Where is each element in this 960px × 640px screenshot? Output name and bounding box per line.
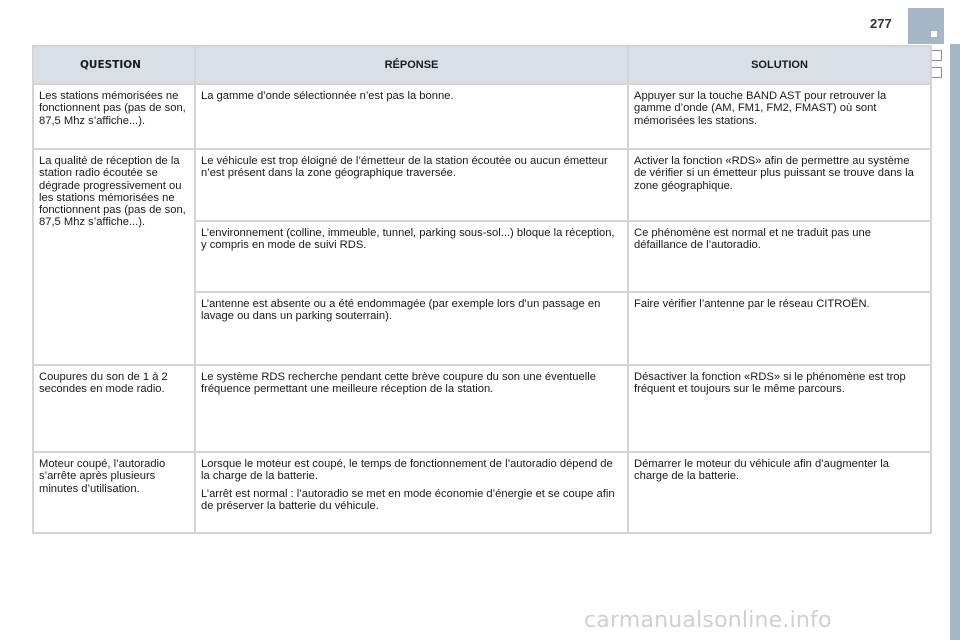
watermark: carmanualsonline.info — [584, 608, 832, 633]
answer-cell — [195, 221, 628, 292]
solution-cell: Désactiver la fonction «RDS» si le phénomène est trop fréquent et toujours sur le même parcours. — [628, 365, 931, 452]
solution-cell: Démarrer le moteur du véhicule afin d’augmenter la charge de la batterie. — [628, 452, 931, 533]
question-cell: Les stations mémorisées ne fonctionnent pas (pas de son, 87,5 Mhz s’affiche...). — [33, 84, 195, 149]
side-strip — [950, 44, 960, 640]
answer-text: L’antenne est absente ou a été endommagée (par exemple lors d’un passage en lavage ou dans un parking souterrain). — [201, 298, 601, 323]
table-row — [33, 84, 931, 149]
table-row — [33, 365, 931, 452]
table-header-row — [33, 46, 931, 84]
answer-text: L’environnement (colline, immeuble, tunnel, parking sous-sol...) bloque la réception, y compris en mode de suivi RDS. — [201, 227, 615, 252]
page-number: 277 — [870, 16, 892, 31]
header-question: QUESTION — [33, 46, 195, 84]
solution-cell: Faire vérifier l’antenne par le réseau CITROËN. — [628, 292, 931, 365]
solution-cell: Ce phénomène est normal et ne traduit pas une défaillance de l’autoradio. — [628, 221, 931, 292]
answer-text: La gamme d’onde sélectionnée n’est pas la bonne. — [201, 90, 454, 102]
answer-text: Le système RDS recherche pendant cette brève coupure du son une éventuelle fréquence permettant une meilleure réception de la station. — [201, 371, 596, 396]
troubleshooting-table — [32, 45, 932, 534]
answer-cell — [195, 292, 628, 365]
answer-text: L’arrêt est normal : l’autoradio se met en mode économie d’énergie et se coupe afin de préserver la batterie du véhicule. — [201, 487, 615, 512]
answer-text: Lorsque le moteur est coupé, le temps de fonctionnement de l’autoradio dépend de la charge de la batterie. — [201, 458, 613, 483]
chapter-tab — [908, 8, 944, 44]
table-row — [33, 149, 931, 221]
answer-cell — [195, 365, 628, 452]
solution-cell: Activer la fonction «RDS» afin de permettre au système de vérifier si un émetteur plus puissant se trouve dans la zone géographique. — [628, 149, 931, 221]
chapter-tab-marker — [931, 31, 937, 37]
question-cell: La qualité de réception de la station radio écoutée se dégrade progressivement ou les stations mémorisées ne fonctionnent pas (pas de son, 87,5 Mhz s’affiche...). — [33, 149, 195, 365]
answer-text: Le véhicule est trop éloigné de l’émetteur de la station écoutée ou aucun émetteur n’est présent dans la zone géographique traversée. — [201, 155, 608, 180]
question-cell: Moteur coupé, l’autoradio s’arrête après plusieurs minutes d’utilisation. — [33, 452, 195, 533]
answer-cell — [195, 149, 628, 221]
answer-cell — [195, 452, 628, 533]
header-solution: SOLUTION — [628, 46, 931, 84]
answer-cell — [195, 84, 628, 149]
question-cell: Coupures du son de 1 à 2 secondes en mode radio. — [33, 365, 195, 452]
table-row — [33, 452, 931, 533]
header-answer: RÉPONSE — [195, 46, 628, 84]
solution-cell: Appuyer sur la touche BAND AST pour retrouver la gamme d’onde (AM, FM1, FM2, FMAST) où sont mémorisées les stations. — [628, 84, 931, 149]
